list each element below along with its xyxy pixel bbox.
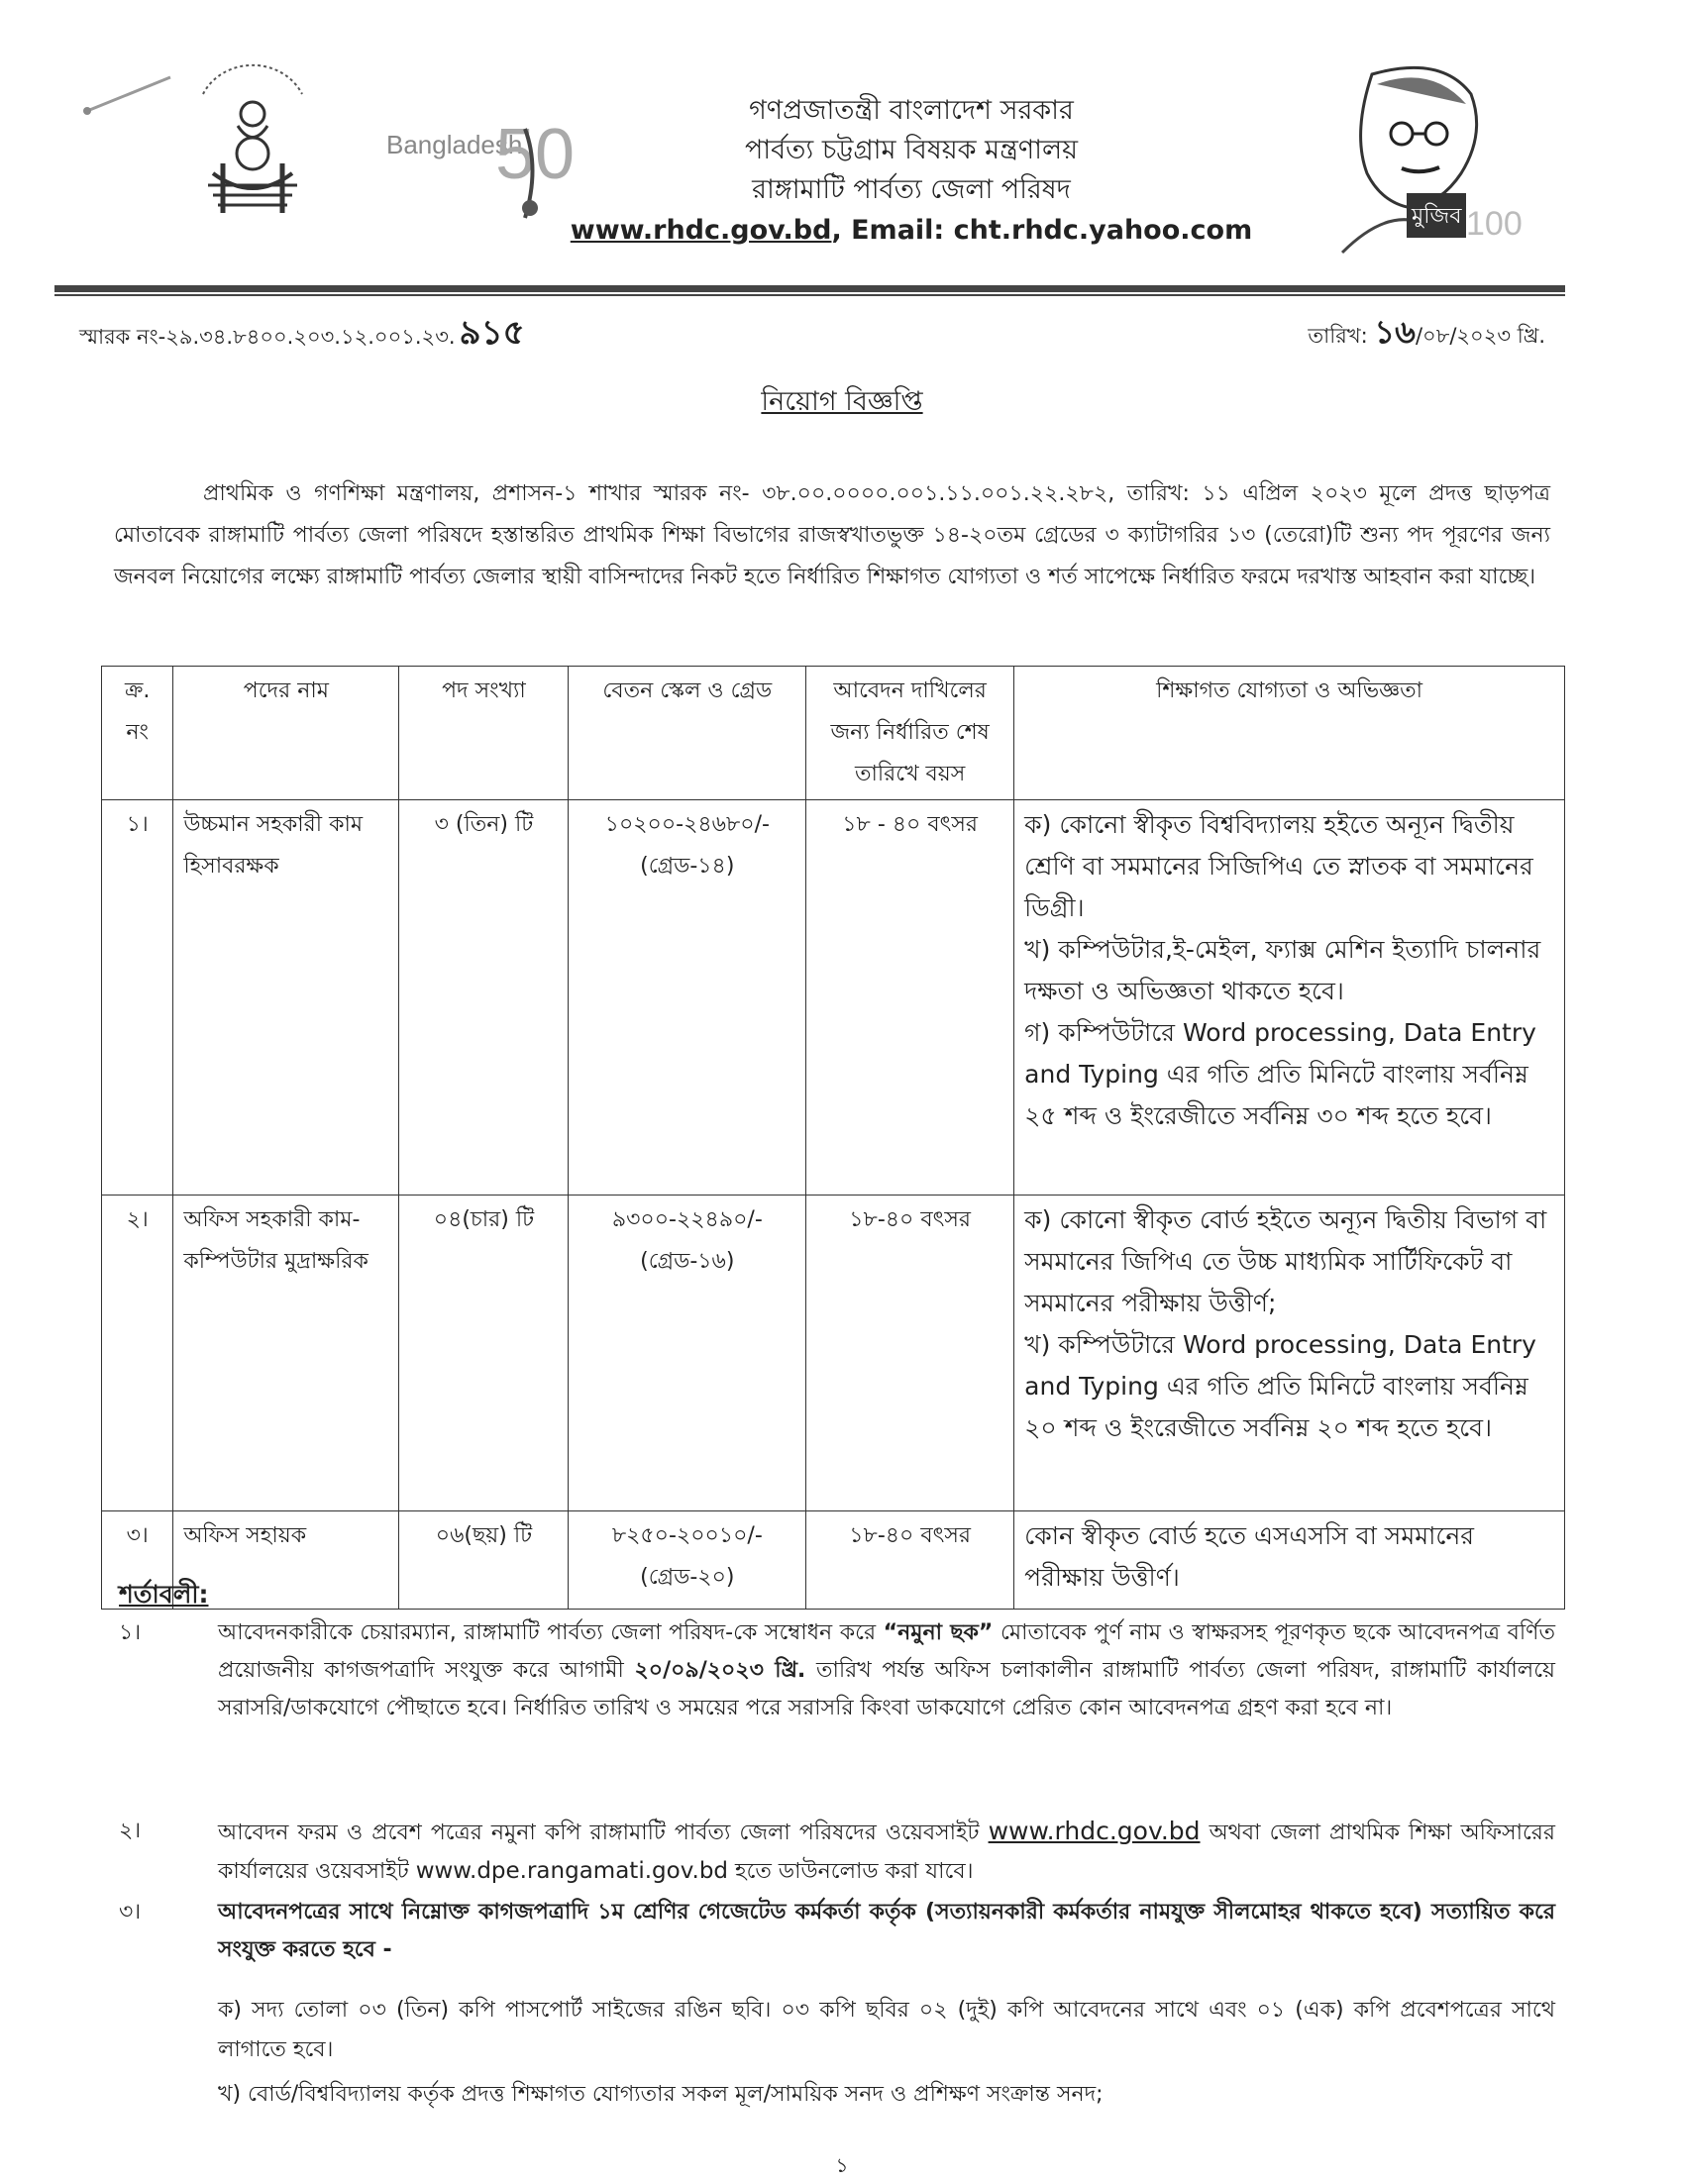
vacancy-table <box>101 666 1565 1610</box>
date-label: তারিখ: <box>1308 324 1368 348</box>
cell-post: উচ্চমান সহকারী কাম হিসাবরক্ষক <box>173 800 399 1196</box>
condition-text: আবেদনপত্রের সাথে নিম্নোক্ত কাগজপত্রাদি ১ম শ্রেণির গেজেটেড কর্মকর্তা কর্তৃক (সত্যায়নকারী কর্মকর্তার নামযুক্ত সীলমোহর থাকতে হবে) সত্যায়িত করে সংযুক্ত করতে হবে - <box>218 1900 1555 1962</box>
government-header <box>555 91 1268 252</box>
header-count: পদ সংখ্যা <box>399 667 569 800</box>
memo-prefix: স্মারক নং-২৯.৩৪.৮৪০০.২০৩.১২.০০১.২৩. <box>79 325 456 349</box>
condition-2 <box>119 1813 1555 1891</box>
header-qualification: শিক্ষাগত যোগ্যতা ও অভিজ্ঞতা <box>1014 667 1565 800</box>
cell-serial: ১। <box>102 800 173 1196</box>
cell-serial: ৩। <box>102 1511 173 1610</box>
date-day: ১৬ <box>1374 313 1416 351</box>
cell-qualification: ক) কোনো স্বীকৃত বিশ্ববিদ্যালয় হইতে অন্যূন দ্বিতীয় শ্রেণি বা সমমানের সিজিপিএ তে স্নাতক বা সমমানের ডিগ্রী। খ) কম্পিউটার,ই-মেইল, ফ্যাক্স মেশিন ইত্যাদি চালনার দক্ষতা ও অভিজ্ঞতা থাকতে হবে। গ) কম্পিউটারে Word processing, Data Entry and Typing এর গতি প্রতি মিনিটে বাংলায় সর্বনিম্ন ২৫ শব্দ ও ইংরেজীতে সর্বনিম্ন ৩০ শব্দ হতে হবে। <box>1014 800 1565 1196</box>
svg-text:Bangladesh: Bangladesh <box>386 130 523 159</box>
header-pay: বেতন স্কেল ও গ্রেড <box>569 667 806 800</box>
cell-qualification: ক) কোনো স্বীকৃত বোর্ড হইতে অন্যূন দ্বিতীয় বিভাগ বা সমমানের জিপিএ তে উচ্চ মাধ্যমিক সার্টিফিকেট বা সমমানের পরীক্ষায় উত্তীর্ণ; খ) কম্পিউটারে Word processing, Data Entry and Typing এর গতি প্রতি মিনিটে বাংলায় সর্বনিম্ন ২০ শব্দ ও ইংরেজীতে সর্বনিম্ন ২০ শব্দ হতে হবে। <box>1014 1196 1565 1511</box>
table-header-row <box>102 667 1565 800</box>
cell-pay: ৮২৫০-২০০১০/- (গ্রেড-২০) <box>569 1511 806 1610</box>
title-text: নিয়োগ বিজ্ঞপ্তি <box>761 386 923 417</box>
table-row <box>102 800 1565 1196</box>
cell-pay: ৯৩০০-২২৪৯০/- (গ্রেড-১৬) <box>569 1196 806 1511</box>
cell-post: অফিস সহায়ক <box>173 1511 399 1610</box>
cell-post: অফিস সহকারী কাম-কম্পিউটার মুদ্রাক্ষরিক <box>173 1196 399 1511</box>
svg-text:100: 100 <box>1466 205 1523 243</box>
pin-mark-icon <box>79 69 178 119</box>
gov-line-1: গণপ্রজাতন্ত্রী বাংলাদেশ সরকার <box>749 95 1074 126</box>
condition-text: আবেদনকারীকে চেয়ারম্যান, রাঙ্গামাটি পার্বত্য জেলা পরিষদ-কে সম্বোধন করে “নমুনা ছক” মোতাবেক পুর্ণ নাম ও স্বাক্ষরসহ পূরণকৃত ছকে আবেদনপত্র বর্ণিত প্রয়োজনীয় কাগজপত্রাদি সংযুক্ত করে আগামী ২০/০৯/২০২৩ খ্রি. তারিখ পর্যন্ত অফিস চলাকালীন রাঙ্গামাটি পার্বত্য জেলা পরিষদ, রাঙ্গামাটি কার্যালয়ে সরাসরি/ডাকযোগে পৌছাতে হবে। নির্ধারিত তারিখ ও সময়ের পরে সরাসরি কিংবা ডাকযোগে প্রেরিত কোন আবেদনপত্র গ্রহণ করা হবে না। <box>218 1620 1556 1720</box>
cell-qualification: কোন স্বীকৃত বোর্ড হতে এসএসসি বা সমমানের পরীক্ষায় উত্তীর্ণ। <box>1014 1511 1565 1610</box>
header-age: আবেদন দাখিলের জন্য নির্ধারিত শেষ তারিখে বয়স <box>806 667 1014 800</box>
memo-handwritten: ৯১৫ <box>459 313 525 353</box>
cell-count: ০৪(চার) টি <box>399 1196 569 1511</box>
cell-count: ০৬(ছয়) টি <box>399 1511 569 1610</box>
deadline-date: ২০/০৯/২০২৩ খ্রি. <box>634 1658 806 1683</box>
conditions-title: শর্তাবলী: <box>119 1580 209 1609</box>
cell-age: ১৮ - ৪০ বৎসর <box>806 800 1014 1196</box>
sample-form-label: “নমুনা ছক” <box>883 1620 994 1645</box>
cell-serial: ২। <box>102 1196 173 1511</box>
condition-1 <box>119 1614 1555 1727</box>
page-title <box>0 381 1684 426</box>
header-divider <box>54 285 1565 295</box>
svg-text:মুজিব: মুজিব <box>1412 204 1462 229</box>
contact-line <box>555 210 1268 252</box>
gov-line-3: রাঙ্গামাটি পার্বত্য জেলা পরিষদ <box>752 174 1071 205</box>
table-row <box>102 1511 1565 1610</box>
header-serial: ক্র. নং <box>102 667 173 800</box>
letterhead <box>0 0 1684 267</box>
condition-text: আবেদন ফরম ও প্রবেশ পত্রের নমুনা কপি রাঙ্গামাটি পার্বত্য জেলা পরিষদের ওয়েবসাইট www.rhdc.gov.bd অথবা জেলা প্রাথমিক শিক্ষা অফিসারের কার্যালয়ের ওয়েবসাইট www.dpe.rangamati.gov.bd হতে ডাউনলোড করা যাবে। <box>218 1817 1555 1884</box>
condition-number: ৩। <box>119 1900 142 1924</box>
condition-number: ২। <box>119 1819 142 1843</box>
cell-pay: ১০২০০-২৪৬৮০/- (গ্রেড-১৪) <box>569 800 806 1196</box>
date-rest: /০৮/২০২৩ খ্রি. <box>1415 324 1545 348</box>
condition-3-sub-b: খ) বোর্ড/বিশ্ববিদ্যালয় কর্তৃক প্রদত্ত শিক্ষাগত যোগ্যতার সকল মূল/সাময়িক সনদ ও প্রশিক্ষণ সংক্রান্ত সনদ; <box>218 2082 1104 2107</box>
bangladesh-50-logo <box>376 50 575 238</box>
cell-age: ১৮-৪০ বৎসর <box>806 1511 1014 1610</box>
mujib-100-logo <box>1313 54 1523 262</box>
condition-number: ১। <box>119 1620 142 1645</box>
header-post: পদের নাম <box>173 667 399 800</box>
memo-number <box>79 307 525 364</box>
condition-3-sub-a: ক) সদ্য তোলা ০৩ (তিন) কপি পাসপোর্ট সাইজের রঙিন ছবি। ০৩ কপি ছবির ০২ (দুই) কপি আবেদনের সাথে এবং ০১ (এক) কপি প্রবেশপত্রের সাথে লাগাতে হবে। <box>218 1998 1555 2062</box>
condition-3 <box>119 1894 1555 1969</box>
gov-line-2: পার্বত্য চট্টগ্রাম বিষয়ক মন্ত্রণালয় <box>744 135 1079 165</box>
email-text: , Email: cht.rhdc.yahoo.com <box>831 215 1253 246</box>
dpe-website-link[interactable]: www.dpe.rangamati.gov.bd <box>415 1858 729 1884</box>
district-council-logo <box>183 54 322 238</box>
memo-row <box>79 297 1545 353</box>
svg-text:50: 50 <box>495 115 576 194</box>
website-link[interactable]: www.rhdc.gov.bd <box>570 215 832 246</box>
table-row <box>102 1196 1565 1511</box>
intro-paragraph: প্রাথমিক ও গণশিক্ষা মন্ত্রণালয়, প্রশাসন-১ শাখার স্মারক নং- ৩৮.০০.০০০০.০০১.১১.০০১.২২.২৮২, তারিখ: ১১ এপ্রিল ২০২৩ মূলে প্রদত্ত ছাড়পত্র মোতাবেক রাঙ্গামাটি পার্বত্য জেলা পরিষদে হস্তান্তরিত প্রাথমিক শিক্ষা বিভাগের রাজস্বখাতভুক্ত ১৪-২০তম গ্রেডের ৩ ক্যাটাগরির ১৩ (তেরো)টি শুন্য পদ পূরণের জন্য জনবল নিয়োগের লক্ষ্যে রাঙ্গামাটি পার্বত্য জেলার স্থায়ী বাসিন্দাদের নিকট হতে নির্ধারিত শিক্ষাগত যোগ্যতা ও শর্ত সাপেক্ষে নির্ধারিত ফরমে দরখাস্ত আহবান করা যাচ্ছে। <box>114 481 1550 589</box>
memo-date <box>1308 307 1545 361</box>
cell-age: ১৮-৪০ বৎসর <box>806 1196 1014 1511</box>
cell-count: ৩ (তিন) টি <box>399 800 569 1196</box>
rhdc-website-link[interactable]: www.rhdc.gov.bd <box>988 1817 1201 1845</box>
page-number: ১ <box>835 2153 849 2177</box>
